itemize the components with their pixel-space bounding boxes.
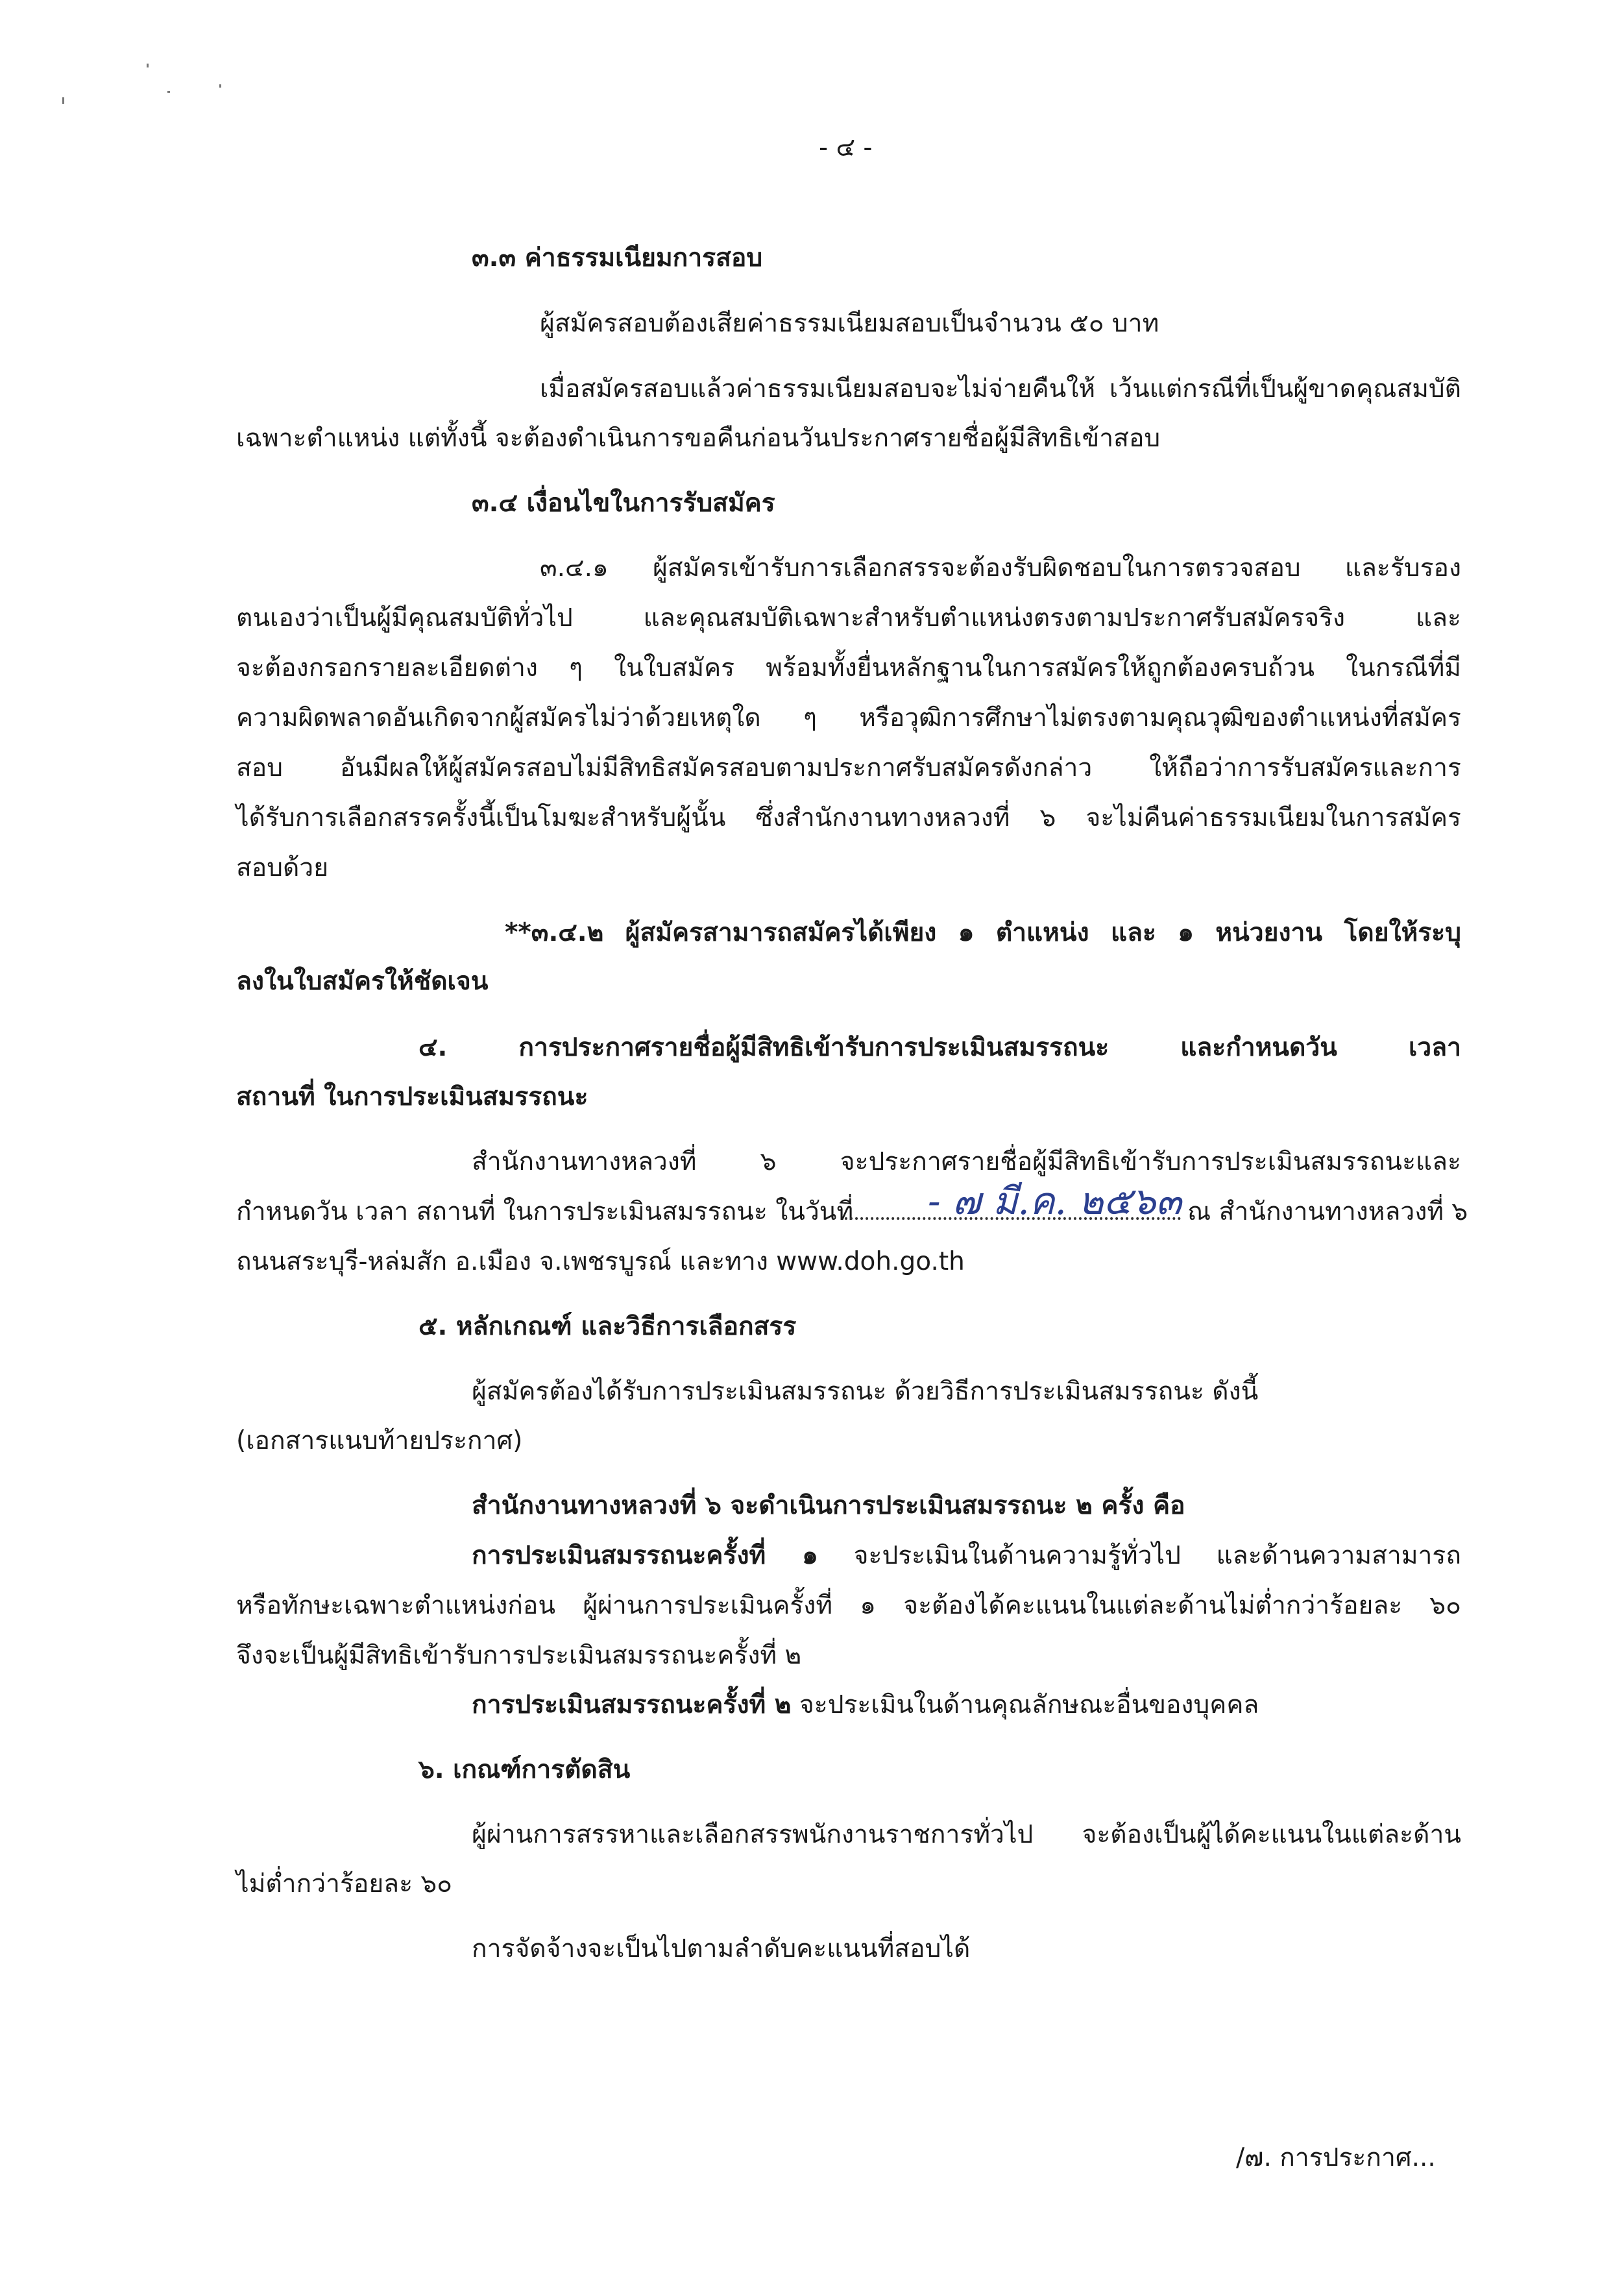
section-3-4-1-line-7: สอบด้วย bbox=[236, 853, 329, 882]
continuation-footer: /๗. การประกาศ... bbox=[1236, 2143, 1436, 2172]
section-3-4-1-line-5: สอบ อันมีผลให้ผู้สมัครสอบไม่มีสิทธิสมัครสอบตามประกาศรับสมัครดังกล่าว ให้ถือว่าการรับสมัครและการ bbox=[236, 753, 1461, 783]
section-4-heading-line-2: สถานที่ ในการประเมินสมรรถนะ bbox=[236, 1082, 588, 1111]
section-4-paragraph-line-2-b: ณ สำนักงานทางหลวงที่ ๖ bbox=[1187, 1197, 1468, 1226]
section-6-paragraph-2: การจัดจ้างจะเป็นไปตามลำดับคะแนนที่สอบได้ bbox=[472, 1934, 971, 1963]
section-3-4-1-line-2: ตนเองว่าเป็นผู้มีคุณสมบัติทั่วไป และคุณสมบัติเฉพาะสำหรับตำแหน่งตรงตามประกาศรับสมัครจริง และ bbox=[236, 603, 1461, 633]
section-5-paragraph-1-line-2: (เอกสารแนบท้ายประกาศ) bbox=[236, 1426, 523, 1455]
section-3-4-1-line-1: ๓.๔.๑ ผู้สมัครเข้ารับการเลือกสรรจะต้องรับผิดชอบในการตรวจสอบ และรับรอง bbox=[540, 553, 1461, 583]
section-3-4-heading: ๓.๔ เงื่อนไขในการรับสมัคร bbox=[472, 489, 775, 518]
section-6-heading: ๖. เกณฑ์การตัดสิน bbox=[418, 1755, 631, 1784]
section-3-4-1-line-4: ความผิดพลาดอันเกิดจากผู้สมัครไม่ว่าด้วยเหตุใด ๆ หรือวุฒิการศึกษาไม่ตรงตามคุณวุฒิของตำแหน่งที่สมัคร bbox=[236, 703, 1461, 733]
section-5-paragraph-3-line-2: หรือทักษะเฉพาะตำแหน่งก่อน ผู้ผ่านการประเมินครั้งที่ ๑ จะต้องได้คะแนนในแต่ละด้านไม่ต่ำกว่าร้อยละ ๖๐ bbox=[236, 1591, 1461, 1620]
section-3-3-paragraph-1: ผู้สมัครสอบต้องเสียค่าธรรมเนียมสอบเป็นจำนวน ๕๐ บาท bbox=[540, 309, 1159, 338]
assessment-1-text: จะประเมินในด้านความรู้ทั่วไป และด้านความสามารถ bbox=[818, 1541, 1461, 1570]
section-4-paragraph-line-3: ถนนสระบุรี-หล่มสัก อ.เมือง จ.เพชรบูรณ์ และทาง www.doh.go.th bbox=[236, 1247, 965, 1276]
section-3-4-2-line-1: **๓.๔.๒ ผู้สมัครสามารถสมัครได้เพียง ๑ ตำแหน่ง และ ๑ หน่วยงาน โดยให้ระบุ bbox=[505, 918, 1461, 947]
scan-speck bbox=[219, 84, 221, 88]
section-4-paragraph-line-2-a: กำหนดวัน เวลา สถานที่ ในการประเมินสมรรถนะ ในวันที่ bbox=[236, 1197, 854, 1226]
section-3-3-heading: ๓.๓ ค่าธรรมเนียมการสอบ bbox=[472, 243, 763, 273]
page-number: - ๔ - bbox=[819, 133, 873, 162]
section-5-paragraph-4 bbox=[472, 1687, 1259, 1723]
assessment-2-text: จะประเมินในด้านคุณลักษณะอื่นของบุคคล bbox=[791, 1690, 1259, 1719]
scan-speck bbox=[62, 97, 64, 104]
section-3-4-2-line-2: ลงในใบสมัครให้ชัดเจน bbox=[236, 967, 489, 996]
section-6-paragraph-1-line-2: ไม่ต่ำกว่าร้อยละ ๖๐ bbox=[236, 1869, 452, 1899]
scan-speck bbox=[167, 91, 170, 93]
section-5-paragraph-2: สำนักงานทางหลวงที่ ๖ จะดำเนินการประเมินสมรรถนะ ๒ ครั้ง คือ bbox=[472, 1491, 1185, 1520]
assessment-2-label: การประเมินสมรรถนะครั้งที่ ๒ bbox=[472, 1690, 792, 1719]
section-4-heading-line-1: ๔. การประกาศรายชื่อผู้มีสิทธิเข้ารับการประเมินสมรรถนะ และกำหนดวัน เวลา bbox=[418, 1033, 1461, 1062]
section-3-4-1-line-3: จะต้องกรอกรายละเอียดต่าง ๆ ในใบสมัคร พร้อมทั้งยื่นหลักฐานในการสมัครให้ถูกต้องครบถ้วน ในกรณีที่มี bbox=[236, 653, 1461, 683]
section-5-heading: ๕. หลักเกณฑ์ และวิธีการเลือกสรร bbox=[418, 1312, 797, 1341]
handwritten-date: - ๗ มี.ค. ๒๕๖๓ bbox=[928, 1179, 1182, 1223]
section-5-paragraph-3-line-3: จึงจะเป็นผู้มีสิทธิเข้ารับการประเมินสมรรถนะครั้งที่ ๒ bbox=[236, 1641, 802, 1670]
assessment-1-label: การประเมินสมรรถนะครั้งที่ ๑ bbox=[472, 1541, 818, 1570]
section-3-3-paragraph-2-line-1: เมื่อสมัครสอบแล้วค่าธรรมเนียมสอบจะไม่จ่ายคืนให้ เว้นแต่กรณีที่เป็นผู้ขาดคุณสมบัติ bbox=[540, 374, 1461, 404]
section-4-paragraph-line-1: สำนักงานทางหลวงที่ ๖ จะประกาศรายชื่อผู้มีสิทธิเข้ารับการประเมินสมรรถนะและ bbox=[472, 1147, 1461, 1176]
section-5-paragraph-3-line-1 bbox=[472, 1538, 1461, 1574]
section-6-paragraph-1-line-1: ผู้ผ่านการสรรหาและเลือกสรรพนักงานราชการทั่วไป จะต้องเป็นผู้ได้คะแนนในแต่ละด้าน bbox=[472, 1820, 1461, 1849]
scan-speck bbox=[147, 64, 149, 67]
section-3-3-paragraph-2-line-2: เฉพาะตำแหน่ง แต่ทั้งนี้ จะต้องดำเนินการขอคืนก่อนวันประกาศรายชื่อผู้มีสิทธิเข้าสอบ bbox=[236, 424, 1161, 453]
section-5-paragraph-1-line-1: ผู้สมัครต้องได้รับการประเมินสมรรถนะ ด้วยวิธีการประเมินสมรรถนะ ดังนี้ bbox=[472, 1377, 1259, 1406]
section-3-4-1-line-6: ได้รับการเลือกสรรครั้งนี้เป็นโมฆะสำหรับผู้นั้น ซึ่งสำนักงานทางหลวงที่ ๖ จะไม่คืนค่าธรรมเนียมในการสมัคร bbox=[236, 803, 1461, 832]
